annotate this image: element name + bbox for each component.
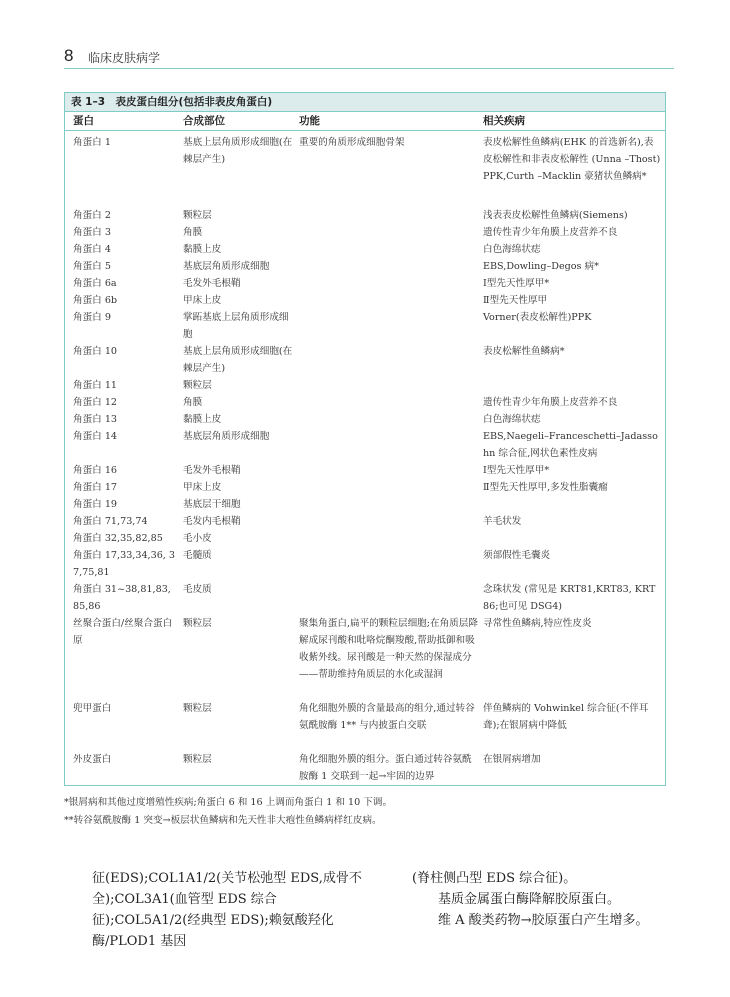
cell-protein: 角蛋白 17,33,34,36, 37,75,81 bbox=[73, 550, 176, 578]
cell-site: 毛髓质 bbox=[183, 550, 212, 561]
cell-site: 毛皮质 bbox=[183, 584, 212, 595]
column-header-protein: 蛋白 bbox=[73, 115, 94, 127]
body-text-right-1: (脊柱侧凸型 EDS 综合征)。 bbox=[412, 871, 577, 886]
cell-protein: 角蛋白 14 bbox=[73, 431, 118, 442]
cell-site: 基底上层角质形成细胞(在棘层产生) bbox=[183, 346, 293, 374]
cell-protein: 角蛋白 17 bbox=[73, 482, 118, 493]
cell-disease: 在银屑病增加 bbox=[483, 754, 541, 765]
cell-protein: 角蛋白 4 bbox=[73, 244, 111, 255]
cell-site: 掌跖基底上层角质形成细胞 bbox=[183, 312, 289, 340]
book-title: 临床皮肤病学 bbox=[88, 51, 161, 65]
cell-protein: 角蛋白 10 bbox=[73, 346, 118, 357]
cell-site: 颗粒层 bbox=[183, 210, 212, 221]
cell-site: 颗粒层 bbox=[183, 703, 212, 714]
cell-function: 角化细胞外膜的组分。蛋白通过转谷氨酰胺酶 1 交联到一起→牢固的边界 bbox=[299, 754, 472, 782]
cell-protein: 角蛋白 13 bbox=[73, 414, 118, 425]
cell-site: 基底层角质形成细胞 bbox=[183, 261, 270, 272]
cell-disease: 伴鱼鳞病的 Vohwinkel 综合征(不伴耳聋);在银屑病中降低 bbox=[483, 703, 649, 731]
cell-site: 角膜 bbox=[183, 397, 203, 408]
cell-protein: 角蛋白 12 bbox=[73, 397, 118, 408]
cell-protein: 角蛋白 2 bbox=[73, 210, 111, 221]
cell-site: 毛发内毛根鞘 bbox=[183, 516, 241, 527]
cell-disease: 念珠状发 (常见是 KRT81,KRT83, KRT86;也可见 DSG4) bbox=[483, 584, 656, 612]
cell-site: 基底层角质形成细胞 bbox=[183, 431, 270, 442]
cell-protein: 丝聚合蛋白/丝聚合蛋白原 bbox=[73, 618, 173, 646]
page-header bbox=[64, 46, 674, 72]
cell-site: 基底上层角质形成细胞(在棘层产生) bbox=[183, 137, 293, 165]
cell-disease: Ⅰ型先天性厚甲* bbox=[483, 278, 550, 289]
cell-protein: 角蛋白 11 bbox=[73, 380, 118, 391]
cell-protein: 角蛋白 1 bbox=[73, 137, 111, 148]
cell-disease: 表皮松解性鱼鳞病* bbox=[483, 346, 565, 357]
cell-site: 毛小皮 bbox=[183, 533, 212, 544]
body-text-left: 征(EDS);COL1A1/2(关节松弛型 EDS,成骨不全);COL3A1(血管型 EDS 综合征);COL5A1/2(经典型 EDS);赖氨酸羟化酶/PLOD1 基因 bbox=[92, 871, 362, 949]
cell-disease: 浅表表皮松解性鱼鳞病(Siemens) bbox=[483, 210, 628, 221]
footnote-1: *银屑病和其他过度增殖性疾病;角蛋白 6 和 16 上调而角蛋白 1 和 10 下调。 bbox=[64, 797, 393, 808]
cell-disease: 遗传性青少年角膜上皮营养不良 bbox=[483, 227, 618, 238]
cell-function: 角化细胞外膜的含量最高的组分,通过转谷氨酰胺酶 1** 与内披蛋白交联 bbox=[299, 703, 475, 731]
cell-disease: 须部假性毛囊炎 bbox=[483, 550, 551, 561]
cell-site: 颗粒层 bbox=[183, 380, 212, 391]
cell-protein: 角蛋白 16 bbox=[73, 465, 118, 476]
cell-protein: 兜甲蛋白 bbox=[73, 703, 112, 714]
cell-protein: 角蛋白 5 bbox=[73, 261, 111, 272]
protein-table bbox=[64, 92, 666, 786]
body-text-right-2: 基质金属蛋白酶降解胶原蛋白。 bbox=[438, 892, 621, 907]
cell-disease: Ⅰ型先天性厚甲* bbox=[483, 465, 550, 476]
table-caption: 表 1–3 表皮蛋白组分(包括非表皮角蛋白) bbox=[65, 93, 665, 112]
cell-disease: Vorner(表皮松解性)PPK bbox=[483, 312, 592, 323]
cell-disease: EBS,Naegeli–Franceschetti–Jadassohn 综合征,网状色素性皮病 bbox=[483, 431, 658, 459]
table-header-row bbox=[65, 112, 665, 131]
cell-disease: Ⅱ型先天性厚甲 bbox=[483, 295, 548, 306]
cell-site: 毛发外毛根鞘 bbox=[183, 465, 241, 476]
cell-disease: 羊毛状发 bbox=[483, 516, 522, 527]
cell-protein: 外皮蛋白 bbox=[73, 754, 112, 765]
header-rule bbox=[64, 68, 674, 69]
cell-disease: 表皮松解性鱼鳞病(EHK 的首选新名),表皮松解性和非表皮松解性 (Unna –Thost)PPK,Curth –Macklin 豪猪状鱼鳞病* bbox=[483, 137, 661, 182]
footnote-2: **转谷氨酰胺酶 1 突变→板层状鱼鳞病和先天性非大疱性鱼鳞病样红皮病。 bbox=[64, 815, 382, 826]
cell-disease: 寻常性鱼鳞病,特应性皮炎 bbox=[483, 618, 592, 629]
cell-disease: Ⅱ型先天性厚甲,多发性脂囊瘤 bbox=[483, 482, 608, 493]
cell-site: 颗粒层 bbox=[183, 618, 212, 629]
cell-disease: 遗传性青少年角膜上皮营养不良 bbox=[483, 397, 618, 408]
cell-protein: 角蛋白 9 bbox=[73, 312, 111, 323]
cell-function: 聚集角蛋白,扁平的颗粒层细胞;在角质层降解成尿刊酸和吡咯烷酮羧酸,帮助抵御和吸收紫外线。尿刊酸是一种天然的保湿成分——帮助维持角质层的水化或湿润 bbox=[299, 618, 478, 680]
cell-protein: 角蛋白 71,73,74 bbox=[73, 516, 148, 527]
cell-site: 角膜 bbox=[183, 227, 203, 238]
column-header-site: 合成部位 bbox=[183, 115, 225, 127]
cell-protein: 角蛋白 32,35,82,85 bbox=[73, 533, 163, 544]
cell-site: 黏膜上皮 bbox=[183, 244, 222, 255]
cell-disease: 白色海绵状痣 bbox=[483, 244, 541, 255]
cell-protein: 角蛋白 3 bbox=[73, 227, 111, 238]
page-number: 8 bbox=[64, 46, 74, 65]
cell-protein: 角蛋白 6b bbox=[73, 295, 118, 306]
column-header-function: 功能 bbox=[299, 115, 320, 127]
cell-site: 基底层干细胞 bbox=[183, 499, 241, 510]
cell-site: 甲床上皮 bbox=[183, 482, 222, 493]
cell-disease: 白色海绵状痣 bbox=[483, 414, 541, 425]
cell-site: 黏膜上皮 bbox=[183, 414, 222, 425]
cell-site: 颗粒层 bbox=[183, 754, 212, 765]
cell-site: 毛发外毛根鞘 bbox=[183, 278, 241, 289]
cell-protein: 角蛋白 19 bbox=[73, 499, 118, 510]
cell-function: 重要的角质形成细胞骨架 bbox=[299, 137, 405, 148]
body-text-right-3: 维 A 酸类药物→胶原蛋白产生增多。 bbox=[438, 913, 649, 928]
cell-site: 甲床上皮 bbox=[183, 295, 222, 306]
column-header-disease: 相关疾病 bbox=[483, 115, 525, 127]
cell-protein: 角蛋白 6a bbox=[73, 278, 117, 289]
cell-protein: 角蛋白 31~38,81,83, 85,86 bbox=[73, 584, 171, 612]
cell-disease: EBS,Dowling–Degos 病* bbox=[483, 261, 599, 272]
